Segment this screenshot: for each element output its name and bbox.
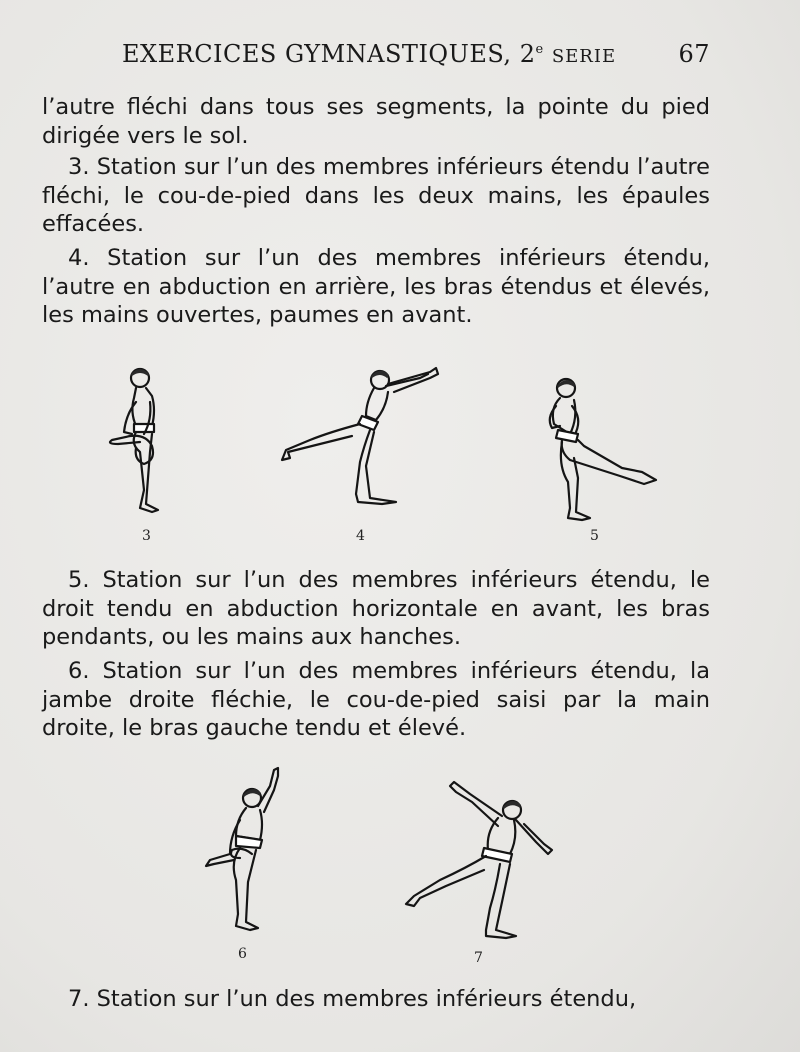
figure-holding-foot-arm-raised-icon <box>200 762 300 942</box>
figure-5-label: 5 <box>590 528 599 544</box>
page-number: 67 <box>678 40 710 68</box>
figure-4-label: 4 <box>356 528 365 544</box>
figure-3 <box>100 362 180 544</box>
paragraph-exercise-3: 3. Station sur l’un des membres inférieurs étendu l’autre fléchi, le cou-de-pied dans les deux mains, les épaules effacées. <box>42 154 710 237</box>
figure-leg-back-arms-raised-icon <box>270 362 450 522</box>
figure-7-label: 7 <box>474 950 483 966</box>
paragraph-exercise-5: 5. Station sur l’un des membres inférieurs étendu, le droit tendu en abduction horizontale en avant, les bras pendants, ou les mains aux hanches. <box>42 567 710 650</box>
figure-6-label: 6 <box>238 946 247 962</box>
figure-6 <box>200 762 300 962</box>
figure-5 <box>530 372 670 544</box>
running-header <box>40 40 710 72</box>
figure-3-label: 3 <box>142 528 151 544</box>
paragraph-exercise-6: 6. Station sur l’un des membres inférieurs étendu, la jambe droite fléchie, le cou-de-pied saisi par la main droite, le bras gauche tendu et élevé. <box>42 658 710 741</box>
figure-7 <box>390 772 560 966</box>
paragraph-continuation: l’autre fléchi dans tous ses segments, la pointe du pied dirigée vers le sol. <box>42 94 710 149</box>
figure-leg-abducted-arms-spread-icon <box>390 772 560 947</box>
running-title: EXERCICES GYMNASTIQUES, 2e SERIE <box>122 40 617 68</box>
figure-leg-forward-horizontal-icon <box>530 372 670 527</box>
paragraph-exercise-4: 4. Station sur l’un des membres inférieurs étendu, l’autre en abduction en arrière, les bras étendus et élevés, les mains ouvertes, paumes en avant. <box>42 245 710 328</box>
figure-4 <box>270 362 450 544</box>
figure-standing-holding-foot-icon <box>100 362 180 522</box>
paragraph-exercise-7: 7. Station sur l’un des membres inférieurs étendu, <box>68 986 637 1012</box>
